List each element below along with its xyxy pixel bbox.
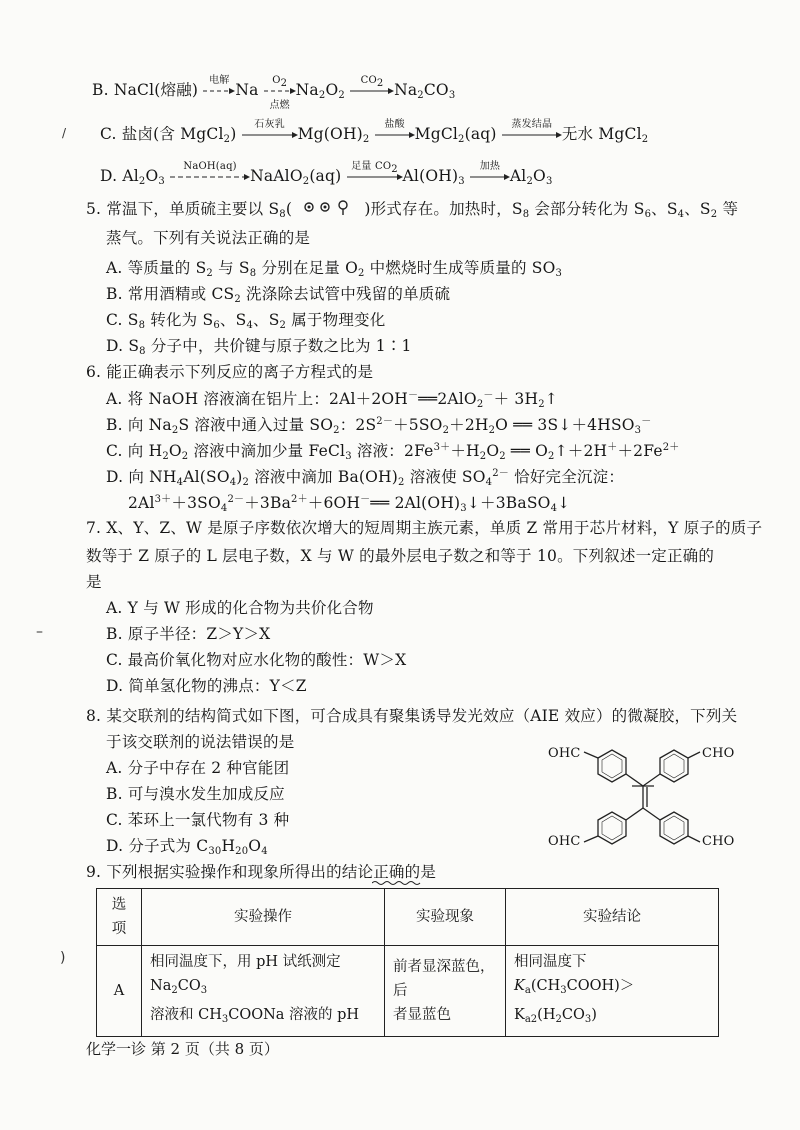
q7-stem-line1: 7. X、Y、Z、W 是原子序数依次增大的短周期主族元素，单质 Z 常用于芯片材料，Y 原子的质子 bbox=[86, 519, 763, 537]
arrow-right-icon bbox=[375, 131, 415, 139]
q6-option-b: B. 向 $Na_2S$ 溶液中通入过量 $SO_2$：$2S^{2-}+5SO_2+2H_2O$ ══ $3S↓+4HSO_3^-$ bbox=[106, 416, 652, 436]
margin-tick-mark: / bbox=[62, 126, 67, 140]
arrow-excess-co2: 足量 CO2 bbox=[347, 173, 403, 181]
experiment-table bbox=[96, 888, 719, 1037]
q6-option-d: D. 向 $NH_4Al(SO_4)_2$ 溶液中滴加 $Ba(OH)_2$ 溶液使 $SO_4^{2-}$ 恰好完全沉淀： bbox=[106, 468, 625, 488]
q6-option-d-equation: $2Al^{3+}+3SO_4^{2-}+3Ba^{2+}+6OH^-══$ $2Al(OH)_3↓+3BaSO_4↓$ bbox=[128, 494, 571, 514]
q5-option-a: A. 等质量的 $S_2$ 与 $S_8$ 分别在足量 $O_2$ 中燃烧时生成等质量的 $SO_3$ bbox=[106, 259, 563, 279]
arrow-oxygen: O2 点燃 bbox=[264, 87, 296, 95]
q7-option-a: A. Y 与 W 形成的化合物为共价化合物 bbox=[106, 599, 374, 617]
q5-stem-line2: 蒸气。下列有关说法正确的是 bbox=[106, 229, 311, 247]
arrow-evaporation: 蒸发结晶 bbox=[502, 131, 562, 139]
q7-option-b: B. 原子半径：Z＞Y＞X bbox=[106, 625, 271, 643]
arrow-right-icon bbox=[470, 173, 510, 181]
header-phenomenon: 实验现象 bbox=[385, 889, 506, 946]
arrow-lime-milk: 石灰乳 bbox=[242, 131, 298, 139]
q8-option-b: B. 可与溴水发生加成反应 bbox=[106, 785, 285, 803]
q4-option-d: D. $Al_2O_3$ NaOH(aq) NaAlO$_2$(aq) 足量 CO2 $Al(OH)_3$ 加热 $Al_2O_3$ bbox=[100, 161, 553, 187]
arrow-right-icon bbox=[242, 131, 298, 139]
row-conclusion: 相同温度下 $K_a(CH_3COOH)>K_{a2}(H_2CO_3)$ bbox=[506, 946, 719, 1037]
q9-stem: 9. 下列根据实验操作和现象所得出的结论正确的是 bbox=[86, 863, 437, 881]
q5-stem-line1: 5. 常温下，单质硫主要以 $S_8$( )形式存在。加热时，$S_8$ 会部分转化为 $S_6$、$S_4$、$S_2$ 等 bbox=[86, 200, 739, 220]
q6-option-c: C. 向 $H_2O_2$ 溶液中滴加少量 FeCl$_3$ 溶液：$2Fe^{3+}+H_2O_2$ ══ $O_2↑+2H^++2Fe^{2+}$ bbox=[106, 442, 680, 462]
arrow-right-icon bbox=[502, 131, 562, 139]
q5-option-c: C. $S_8$ 转化为 $S_6$、$S_4$、$S_2$ 属于物理变化 bbox=[106, 311, 386, 331]
s8-ring-molecule-icon bbox=[297, 198, 359, 218]
q7-stem-line3: 是 bbox=[86, 573, 102, 591]
q5-option-b: B. 常用酒精或 $CS_2$ 洗涤除去试管中残留的单质硫 bbox=[106, 285, 451, 305]
struct-label-cho-bottom: CHO bbox=[702, 834, 735, 849]
q4-option-b: B. NaCl(熔融) 电解 Na O2 点燃 $Na_2O_2$ CO2 $Na_2CO_3$ bbox=[92, 75, 456, 111]
table-header-row bbox=[97, 889, 719, 946]
q4-option-c: C. 盐卤(含 MgCl$_2$) 石灰乳 $Mg(OH)_2$ 盐酸 MgCl$_2$(aq) 蒸发结晶 无水 MgCl$_2$ bbox=[100, 119, 649, 145]
struct-label-ohc-bottom: OHC bbox=[548, 834, 581, 849]
q6-stem: 6. 能正确表示下列反应的离子方程式的是 bbox=[86, 363, 374, 381]
header-option: 选项 bbox=[97, 889, 142, 946]
q8-option-a: A. 分子中存在 2 种官能团 bbox=[106, 759, 290, 777]
header-operation: 实验操作 bbox=[142, 889, 385, 946]
arrow-co2: CO2 bbox=[350, 87, 394, 95]
arrow-naoh: NaOH(aq) bbox=[170, 173, 250, 181]
wavy-underline-mark bbox=[372, 880, 422, 886]
row-operation: 相同温度下，用 pH 试纸测定 $Na_2CO_3$ 溶液和 $CH_3COONa$ 溶液的 pH bbox=[142, 946, 385, 1037]
q5-option-d: D. $S_8$ 分子中，共价键与原子数之比为 1∶1 bbox=[106, 337, 412, 357]
struct-label-cho-top: CHO bbox=[702, 746, 735, 761]
header-conclusion: 实验结论 bbox=[506, 889, 719, 946]
page-footer: 化学一诊 第 2 页（共 8 页） bbox=[86, 1040, 279, 1058]
q8-stem-line1: 8. 某交联剂的结构简式如下图，可合成具有聚集诱导发光效应（AIE 效应）的微凝胶，下列关 bbox=[86, 707, 738, 725]
struct-label-ohc-top: OHC bbox=[548, 746, 581, 761]
q8-option-d: D. 分子式为 $C_{30}H_{20}O_4$ bbox=[106, 837, 268, 857]
q7-stem-line2: 数等于 Z 原子的 L 层电子数，X 与 W 的最外层电子数之和等于 10。下列叙述一定正确的 bbox=[86, 547, 715, 565]
row-option: A bbox=[97, 946, 142, 1037]
arrow-right-icon bbox=[170, 173, 250, 181]
q8-stem-line2: 于该交联剂的说法错误的是 bbox=[106, 733, 295, 751]
arrow-electrolysis: 电解 bbox=[203, 87, 235, 95]
q7-option-d: D. 简单氢化物的沸点：Y＜Z bbox=[106, 677, 307, 695]
q6-option-a: A. 将 NaOH 溶液滴在铝片上：2Al＋2OH－══2AlO$_2$－＋ $3H_2↑$ bbox=[106, 390, 558, 410]
table-row bbox=[97, 946, 719, 1037]
arrow-heat: 加热 bbox=[470, 173, 510, 181]
arrow-right-icon bbox=[203, 87, 235, 95]
margin-dash-mark: – bbox=[36, 624, 43, 640]
arrow-hcl: 盐酸 bbox=[375, 131, 415, 139]
row-phenomenon: 前者显深蓝色，后 者显蓝色 bbox=[385, 946, 506, 1037]
q7-option-c: C. 最高价氧化物对应水化物的酸性：W＞X bbox=[106, 651, 407, 669]
q8-option-c: C. 苯环上一氯代物有 3 种 bbox=[106, 811, 290, 829]
margin-bracket-mark: ) bbox=[60, 950, 66, 966]
